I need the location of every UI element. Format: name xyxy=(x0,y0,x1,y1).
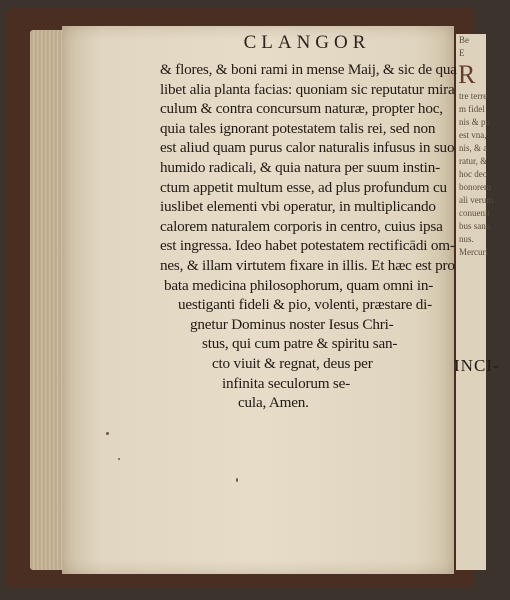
facing-page-line: nis, & a xyxy=(459,143,488,153)
text-line: gnetur Dominus noster Iesus Chri- xyxy=(190,315,394,333)
text-line: bata medicina philosophorum, quam omni in- xyxy=(164,276,434,294)
text-line: infinita seculorum se- xyxy=(222,374,351,392)
paper-speck xyxy=(118,458,120,460)
facing-page-line: m fidel xyxy=(459,104,485,114)
text-line: est aliud quam purus calor naturalis infusus in suo xyxy=(160,139,455,157)
facing-page-line: ratur, & xyxy=(459,156,488,166)
paper-speck xyxy=(106,432,109,435)
text-line: nes, & illam virtutem fixare in illis. Et hæc est pro xyxy=(160,256,455,274)
text-line: libet alia planta facias: quoniam sic reputatur mira xyxy=(160,80,455,98)
text-line: uestiganti fideli & pio, volenti, præstare di- xyxy=(178,296,433,314)
facing-page-line: Mercuri xyxy=(459,247,488,257)
text-line: & flores, & boni rami in mense Maij, & sic de qua xyxy=(160,61,457,78)
facing-page-line: R xyxy=(458,60,476,89)
catchword: INCI- xyxy=(454,356,500,375)
facing-page-line: Be xyxy=(459,35,469,45)
text-line: calorem naturalem corporis in centro, cuius ipsa xyxy=(160,217,443,235)
facing-page-line: est vna, xyxy=(459,130,487,140)
facing-page-line: hoc deo xyxy=(459,169,488,179)
text-line: est ingressa. Ideo habet potestatem rectificādi om- xyxy=(160,237,455,255)
text-line: quia tales ignorant potestatem talis rei, sed non xyxy=(160,119,436,137)
paper-speck xyxy=(236,478,238,482)
facing-page-line: nis & pu xyxy=(459,117,491,127)
facing-page-line: bonorem xyxy=(459,182,491,192)
facing-page-line: tre terre xyxy=(459,91,488,101)
text-line: iuslibet elementi vbi operatur, in multiplicando xyxy=(160,198,436,216)
text-line: ctum appetit multum esse, ad plus profundum cu xyxy=(160,178,447,196)
facing-page-line: bus sanu xyxy=(459,221,491,231)
facing-page-line: nus. xyxy=(459,234,474,244)
facing-page-line: ali verum xyxy=(459,195,494,205)
text-line: humido radicali, & quia natura per suum instin- xyxy=(160,158,440,176)
text-line: cto viuit & regnat, deus per xyxy=(212,354,373,372)
running-title: CLANGOR xyxy=(243,32,371,53)
text-line: culum & contra concursum naturæ, propter hoc, xyxy=(160,100,443,118)
facing-page-line: E xyxy=(459,48,465,58)
text-line: cula, Amen. xyxy=(238,394,309,412)
text-line: stus, qui cum patre & spiritu san- xyxy=(202,335,398,353)
facing-page-line: conuenit xyxy=(459,208,490,218)
